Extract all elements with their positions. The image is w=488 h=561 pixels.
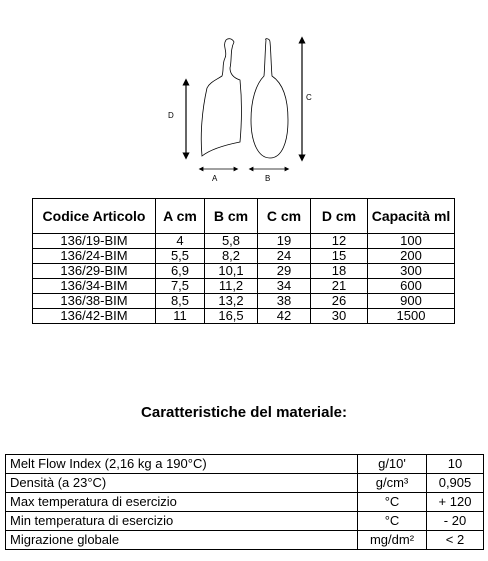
property-unit: °C [358, 512, 427, 531]
table-cell: 900 [368, 294, 455, 309]
table-cell: 26 [311, 294, 368, 309]
table-cell: 11 [156, 309, 205, 324]
table-cell: 30 [311, 309, 368, 324]
property-value: 10 [427, 455, 484, 474]
table-cell: 136/42-BIM [33, 309, 156, 324]
table-row [33, 294, 455, 309]
table-cell: 136/34-BIM [33, 279, 156, 294]
materials-title: Caratteristiche del materiale: [141, 404, 347, 421]
property-unit: g/cm³ [358, 474, 427, 493]
property-unit: g/10' [358, 455, 427, 474]
table-cell: 8,2 [205, 249, 258, 264]
table-cell: 136/19-BIM [33, 234, 156, 249]
property-value: - 20 [427, 512, 484, 531]
table-cell: 38 [258, 294, 311, 309]
table-cell: 29 [258, 264, 311, 279]
property-name: Min temperatura di esercizio [6, 512, 358, 531]
table-cell: 18 [311, 264, 368, 279]
table-cell: 10,1 [205, 264, 258, 279]
table-cell: 600 [368, 279, 455, 294]
table-cell: 24 [258, 249, 311, 264]
table-cell: 136/38-BIM [33, 294, 156, 309]
table-cell: 4 [156, 234, 205, 249]
property-value: 0,905 [427, 474, 484, 493]
dimensions-header-row [33, 199, 455, 234]
table-cell: 12 [311, 234, 368, 249]
property-name: Migrazione globale [6, 531, 358, 550]
scoop-front-view [251, 39, 288, 158]
property-name: Densità (a 23°C) [6, 474, 358, 493]
table-cell: 300 [368, 264, 455, 279]
table-cell: 42 [258, 309, 311, 324]
property-row [6, 512, 484, 531]
property-value: < 2 [427, 531, 484, 550]
column-header-capacita: Capacità ml [368, 199, 455, 234]
dimension-b-label: B [265, 174, 271, 183]
table-cell: 19 [258, 234, 311, 249]
property-unit: °C [358, 493, 427, 512]
table-cell: 16,5 [205, 309, 258, 324]
column-header-codice: Codice Articolo [33, 199, 156, 234]
table-cell: 13,2 [205, 294, 258, 309]
property-row [6, 474, 484, 493]
property-row [6, 455, 484, 474]
table-cell: 1500 [368, 309, 455, 324]
table-cell: 15 [311, 249, 368, 264]
column-header-a: A cm [156, 199, 205, 234]
column-header-d: D cm [311, 199, 368, 234]
table-cell: 8,5 [156, 294, 205, 309]
table-cell: 5,8 [205, 234, 258, 249]
table-cell: 21 [311, 279, 368, 294]
table-cell: 34 [258, 279, 311, 294]
table-cell: 136/29-BIM [33, 264, 156, 279]
property-name: Max temperatura di esercizio [6, 493, 358, 512]
scoop-technical-drawing [150, 30, 330, 190]
table-row [33, 264, 455, 279]
table-cell: 7,5 [156, 279, 205, 294]
table-row [33, 234, 455, 249]
property-name: Melt Flow Index (2,16 kg a 190°C) [6, 455, 358, 474]
table-row [33, 249, 455, 264]
table-cell: 11,2 [205, 279, 258, 294]
table-cell: 5,5 [156, 249, 205, 264]
table-row [33, 279, 455, 294]
property-row [6, 531, 484, 550]
table-cell: 136/24-BIM [33, 249, 156, 264]
dimensions-table [32, 198, 455, 324]
table-cell: 6,9 [156, 264, 205, 279]
table-cell: 200 [368, 249, 455, 264]
table-row [33, 309, 455, 324]
material-properties-table [5, 454, 484, 550]
property-unit: mg/dm² [358, 531, 427, 550]
scoop-side-view [201, 39, 241, 156]
property-value: + 120 [427, 493, 484, 512]
table-cell: 100 [368, 234, 455, 249]
column-header-c: C cm [258, 199, 311, 234]
dimension-a-label: A [212, 174, 218, 183]
property-row [6, 493, 484, 512]
dimension-c-label: C [306, 93, 312, 102]
dimension-d-label: D [168, 111, 174, 120]
column-header-b: B cm [205, 199, 258, 234]
